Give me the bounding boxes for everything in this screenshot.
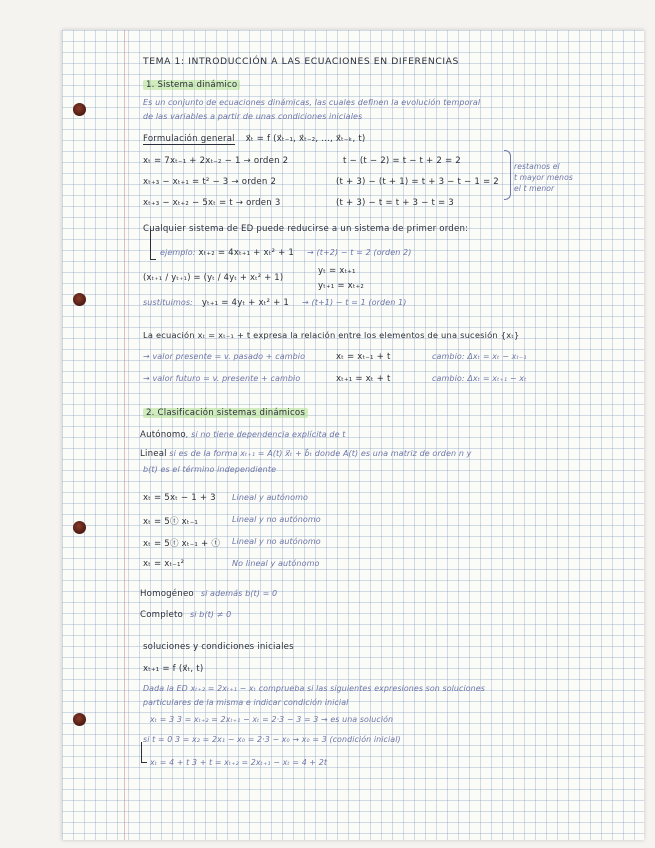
class-example-desc: No lineal y autónomo (232, 559, 320, 568)
example-equation: xₜ₊₃ − xₜ₊₂ − 5xₜ = t → orden 3 (143, 198, 281, 208)
ejemplo-label: ejemplo: (160, 248, 196, 257)
lineal-desc-2: b(t) es el término independiente (143, 465, 277, 474)
section-heading: 2. Clasificación sistemas dinámicos (143, 408, 308, 418)
arrow-bracket (150, 229, 156, 260)
binder-hole (73, 521, 86, 534)
completo-label: Completo (140, 610, 183, 620)
solution-line: si t = 0 3 = x₂ = 2x₁ − x₀ = 2·3 − x₀ → x₀ = 3 (condición inicial) (143, 735, 401, 744)
side-note: t mayor menos (514, 173, 573, 182)
soluciones-text: particulares de la misma e indicar condición inicial (143, 698, 349, 707)
sustituimos-calc: → (t+1) − t = 1 (orden 1) (302, 298, 407, 307)
class-example-equation: xₜ = xₜ₋₁² (143, 559, 185, 569)
definition-line: de las variables a partir de unas condiciones iniciales (143, 112, 363, 121)
definition-line: Es un conjunto de ecuaciones dinámicas, las cuales definen la evolución temporal (143, 98, 481, 107)
example-calc: (t + 3) − (t + 1) = t + 3 − t − 1 = 2 (336, 177, 499, 187)
arrow-bracket (141, 742, 147, 763)
margin-line (124, 30, 125, 840)
class-example-desc: Lineal y autónomo (232, 493, 308, 502)
example-equation: xₜ₊₃ − xₜ₊₁ = t² − 3 → orden 2 (143, 177, 277, 187)
binder-hole (73, 293, 86, 306)
class-example-equation: xₜ = 5xₜ − 1 + 3 (143, 493, 216, 503)
example-calc: (t + 3) − t = t + 3 − t = 3 (336, 198, 454, 208)
autonomo-label: Autónomo (140, 430, 186, 440)
side-bracket (504, 150, 511, 200)
ejemplo-equation: xₜ₊₂ = 4xₜ₊₁ + xₜ² + 1 (198, 248, 295, 258)
example-equation: xₜ = 7xₜ₋₁ + 2xₜ₋₂ − 1 → orden 2 (143, 156, 289, 166)
autonomo-desc: , si no tiene dependencia explícita de t (185, 430, 346, 439)
sustituimos-equation: yₜ₊₁ = 4yₜ + xₜ² + 1 (201, 298, 290, 308)
class-example-equation: xₜ = 5ⓣ xₜ₋₁ (143, 517, 199, 527)
section-heading: 1. Sistema dinámico (143, 80, 240, 90)
side-note: el t menor (514, 184, 555, 193)
vector-definition: yₜ = xₜ₊₁ (318, 266, 356, 276)
ejemplo-calc: → (t+2) − t = 2 (orden 2) (307, 248, 412, 257)
binder-hole (73, 713, 86, 726)
homogeneo-desc: si además b(t) = 0 (200, 589, 278, 598)
class-example-desc: Lineal y no autónomo (232, 515, 321, 524)
valor-futuro-equation: xₜ₊₁ = xₜ + t (336, 374, 391, 384)
sustituimos-label: sustituimos: (143, 298, 193, 307)
soluciones-heading: soluciones y condiciones iniciales (143, 642, 294, 652)
solution-line: xₜ = 4 + t 3 + t = xₜ₊₂ = 2xₜ₊₁ − xₜ = 4 + 2t (150, 758, 328, 767)
valor-presente-equation: xₜ = xₜ₋₁ + t (336, 352, 391, 362)
formulacion-label: Formulación general (143, 134, 235, 144)
soluciones-equation: xₜ₊₁ = f (x⃗ₜ, t) (143, 664, 204, 674)
la-ecuacion-text: La ecuación xₜ = xₜ₋₁ + t expresa la relación entre los elementos de una sucesión {xₜ} (143, 330, 520, 340)
valor-presente-cambio: cambio: Δxₜ = xₜ − xₜ₋₁ (432, 352, 527, 361)
class-example-desc: Lineal y no autónomo (232, 537, 321, 546)
valor-futuro-cambio: cambio: Δxₜ = xₜ₊₁ − xₜ (432, 374, 527, 383)
completo-desc: si b(t) ≠ 0 (189, 610, 232, 619)
page-title: TEMA 1: INTRODUCCIÓN A LAS ECUACIONES EN DIFERENCIAS (143, 56, 459, 67)
vector-definition: yₜ₊₁ = xₜ₊₂ (318, 281, 365, 291)
vector-equation: (xₜ₊₁ / yₜ₊₁) = (yₜ / 4yₜ + xₜ² + 1) (143, 272, 284, 282)
example-calc: t − (t − 2) = t − t + 2 = 2 (343, 156, 461, 166)
lineal-label: Lineal (140, 449, 167, 459)
valor-presente-text: → valor presente = v. pasado + cambio (143, 352, 306, 361)
binder-hole (73, 103, 86, 116)
valor-futuro-text: → valor futuro = v. presente + cambio (143, 374, 301, 383)
lineal-desc: si es de la forma xₜ₊₁ = A(t) x⃗ₜ + b⃗ₜ donde A(t) es una matriz de orden n y (166, 449, 472, 458)
class-example-equation: xₜ = 5ⓣ xₜ₋₁ + ⓣ (143, 539, 221, 549)
formulacion-equation: x⃗ₜ = f (x⃗ₜ₋₁, x⃗ₜ₋₂, ..., x⃗ₜ₋ₖ, t) (245, 134, 366, 144)
reduce-text: Cualquier sistema de ED puede reducirse a un sistema de primer orden: (143, 224, 469, 234)
homogeneo-label: Homogéneo (140, 589, 194, 599)
soluciones-text: Dada la ED xₜ₊₂ = 2xₜ₊₁ − xₜ comprueba si las siguientes expresiones son soluciones (143, 684, 485, 693)
solution-line: xₜ = 3 3 = xₜ₊₂ = 2xₜ₊₁ − xₜ = 2·3 − 3 = 3 → es una solución (150, 715, 394, 724)
side-note: restamos el (514, 162, 560, 171)
